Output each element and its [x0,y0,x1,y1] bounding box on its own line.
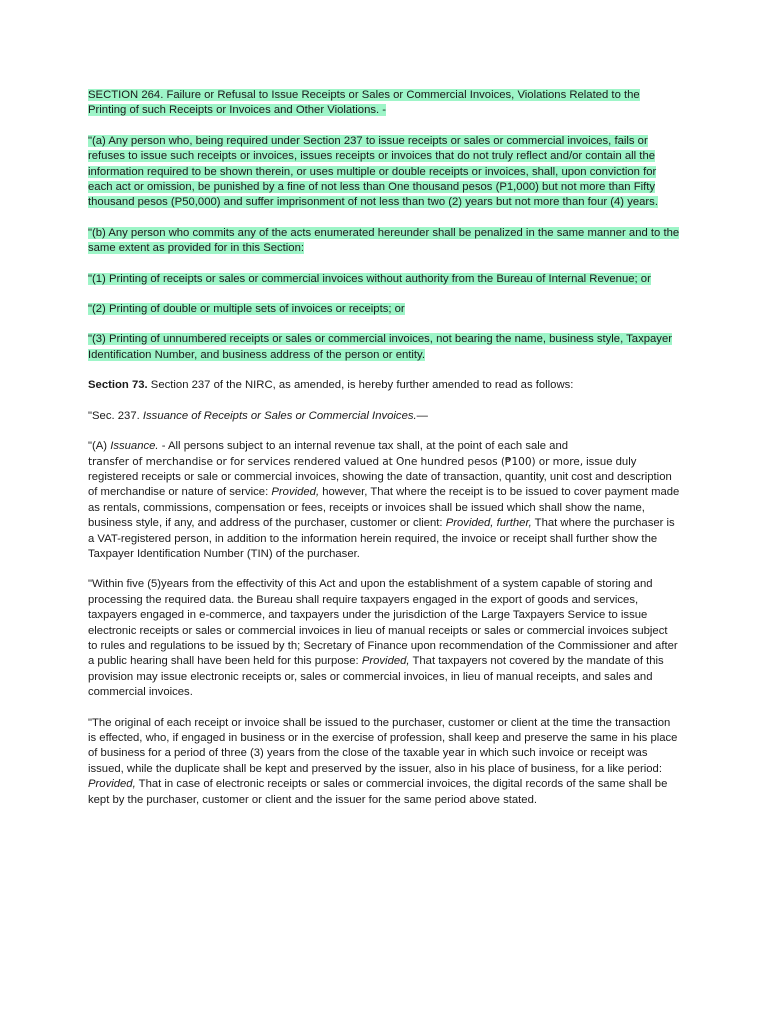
original-receipt-provided: Provided, [88,778,136,791]
sec-237-label: "Sec. 237. [88,409,140,422]
section-264-item-2 [88,302,680,317]
section-73-paragraph [88,378,680,393]
sec-237-paragraph-A [88,439,680,562]
sec-237-paragraph-A-rest-2: however, That where the receipt is to be issued to cover payment made as rentals, commissions, compensation or fees, receipts or invoices shall be issued which shall show the name, business style, if any, and address of the purchaser, customer or client: [88,486,680,530]
sec-237-issuance-label: Issuance. [110,440,159,453]
section-264-item-1-text: "(1) Printing of receipts or sales or commercial invoices without authority from the Bureau of Internal Revenue; or [88,272,651,285]
section-264-paragraph-a [88,134,680,211]
within-five-years-rest: That taxpayers not covered by the mandate of this provision may issue electronic receipts or, sales or commercial invoices, in lieu of manual receipts, and sales and commercial invoices. [88,655,664,699]
sec-237-paragraph-A-rest-1: issue duly registered receipts or sale or commercial invoices, showing the date of transaction, quantity, unit cost and description of merchandise or nature of service: [88,455,672,499]
section-264-paragraph-b-text: "(b) Any person who commits any of the acts enumerated hereunder shall be penalized in the same manner and to the same extent as provided for in this Section: [88,226,680,255]
sec-237-paragraph-A-rest-3: That where the purchaser is a VAT-registered person, in addition to the information herein required, the invoice or receipt shall further show the Taxpayer Identification Number (TIN) of the purchaser. [88,517,675,560]
sec-237-paragraph-A-line2: transfer of merchandise or for services rendered valued at One hundred pesos (₱100) or more, [88,455,583,468]
section-264-item-3 [88,332,680,363]
original-receipt-text-2: That in case of electronic receipts or sales or commercial invoices, the digital records of the same shall be kept by the purchaser, customer or client and the issuer for the same period above stated. [88,778,668,806]
sec-237-paragraph-A-open: "(A) [88,440,108,453]
sec-237-paragraph-original-receipt [88,716,680,808]
sec-237-paragraph-A-line1: - All persons subject to an internal revenue tax shall, at the point of each sale and [161,440,569,453]
section-264-item-2-text: "(2) Printing of double or multiple sets of invoices or receipts; or [88,303,405,316]
section-264-item-3-text: "(3) Printing of unnumbered receipts or sales or commercial invoices, not bearing the name, business style, Taxpayer Identification Number, and business address of the person or entity. [88,333,672,361]
section-73-label: Section 73. [88,379,148,392]
within-five-years-provided: Provided, [361,655,410,668]
section-264-paragraph-b [88,226,680,257]
sec-237-provided-1: Provided, [271,486,320,499]
original-receipt-text-1: "The original of each receipt or invoice shall be issued to the purchaser, customer or client at the time the transaction is effected, who, if engaged in business or in the exercise of profession, shall keep and preserve the same in his place of business for a period of three (3) years from the close of the taxable year in which such invoice or receipt was issued, while the duplicate shall be kept and preserved by the issuer, also in his place of business, for a like period: [88,716,678,775]
sec-237-title: Issuance of Receipts or Sales or Commercial Invoices. [142,409,417,422]
document-body [88,88,680,808]
section-264-paragraph-a-text: "(a) Any person who, being required under Section 237 to issue receipts or sales or commercial invoices, fails or refuses to issue such receipts or invoices, issues receipts or invoices that do not truly reflect and/or contain all the information required to be shown therein, or uses multiple or double receipts or invoices, shall, upon conviction for each act or omission, be punished by a fine of not less than One thousand pesos (P1,000) but not more than Fifty thousand pesos (P50,000) and suffer imprisonment of not less than two (2) years but not more than four (4) years. [88,134,658,209]
sec-237-heading [88,409,680,424]
section-264-heading [88,88,680,119]
sec-237-provided-further: Provided, further, [445,517,532,530]
section-264-heading-text: SECTION 264. Failure or Refusal to Issue Receipts or Sales or Commercial Invoices, Violations Related to the Printing of such Receipts or Invoices and Other Violations. - [88,89,640,117]
within-five-years-text: "Within five (5)years from the effectivity of this Act and upon the establishment of a system capable of storing and processing the required data. the Bureau shall require taxpayers engaged in the export of goods and services, taxpayers engaged in e-commerce, and taxpayers under the jurisdiction of the Large Taxpayers Service to issue electronic receipts or sales or commercial invoices in lieu of manual receipts or sales or commercial invoices subject to rules and regulations to be issued by th; Secretary of Finance upon recommendation of the Commissioner and after a public hearing shall have been held for this purpose: [88,578,678,668]
sec-237-dash: — [416,409,428,422]
section-73-text: Section 237 of the NIRC, as amended, is hereby further amended to read as follows: [150,379,574,392]
section-264-item-1 [88,272,680,287]
sec-237-paragraph-within-five-years [88,577,680,700]
